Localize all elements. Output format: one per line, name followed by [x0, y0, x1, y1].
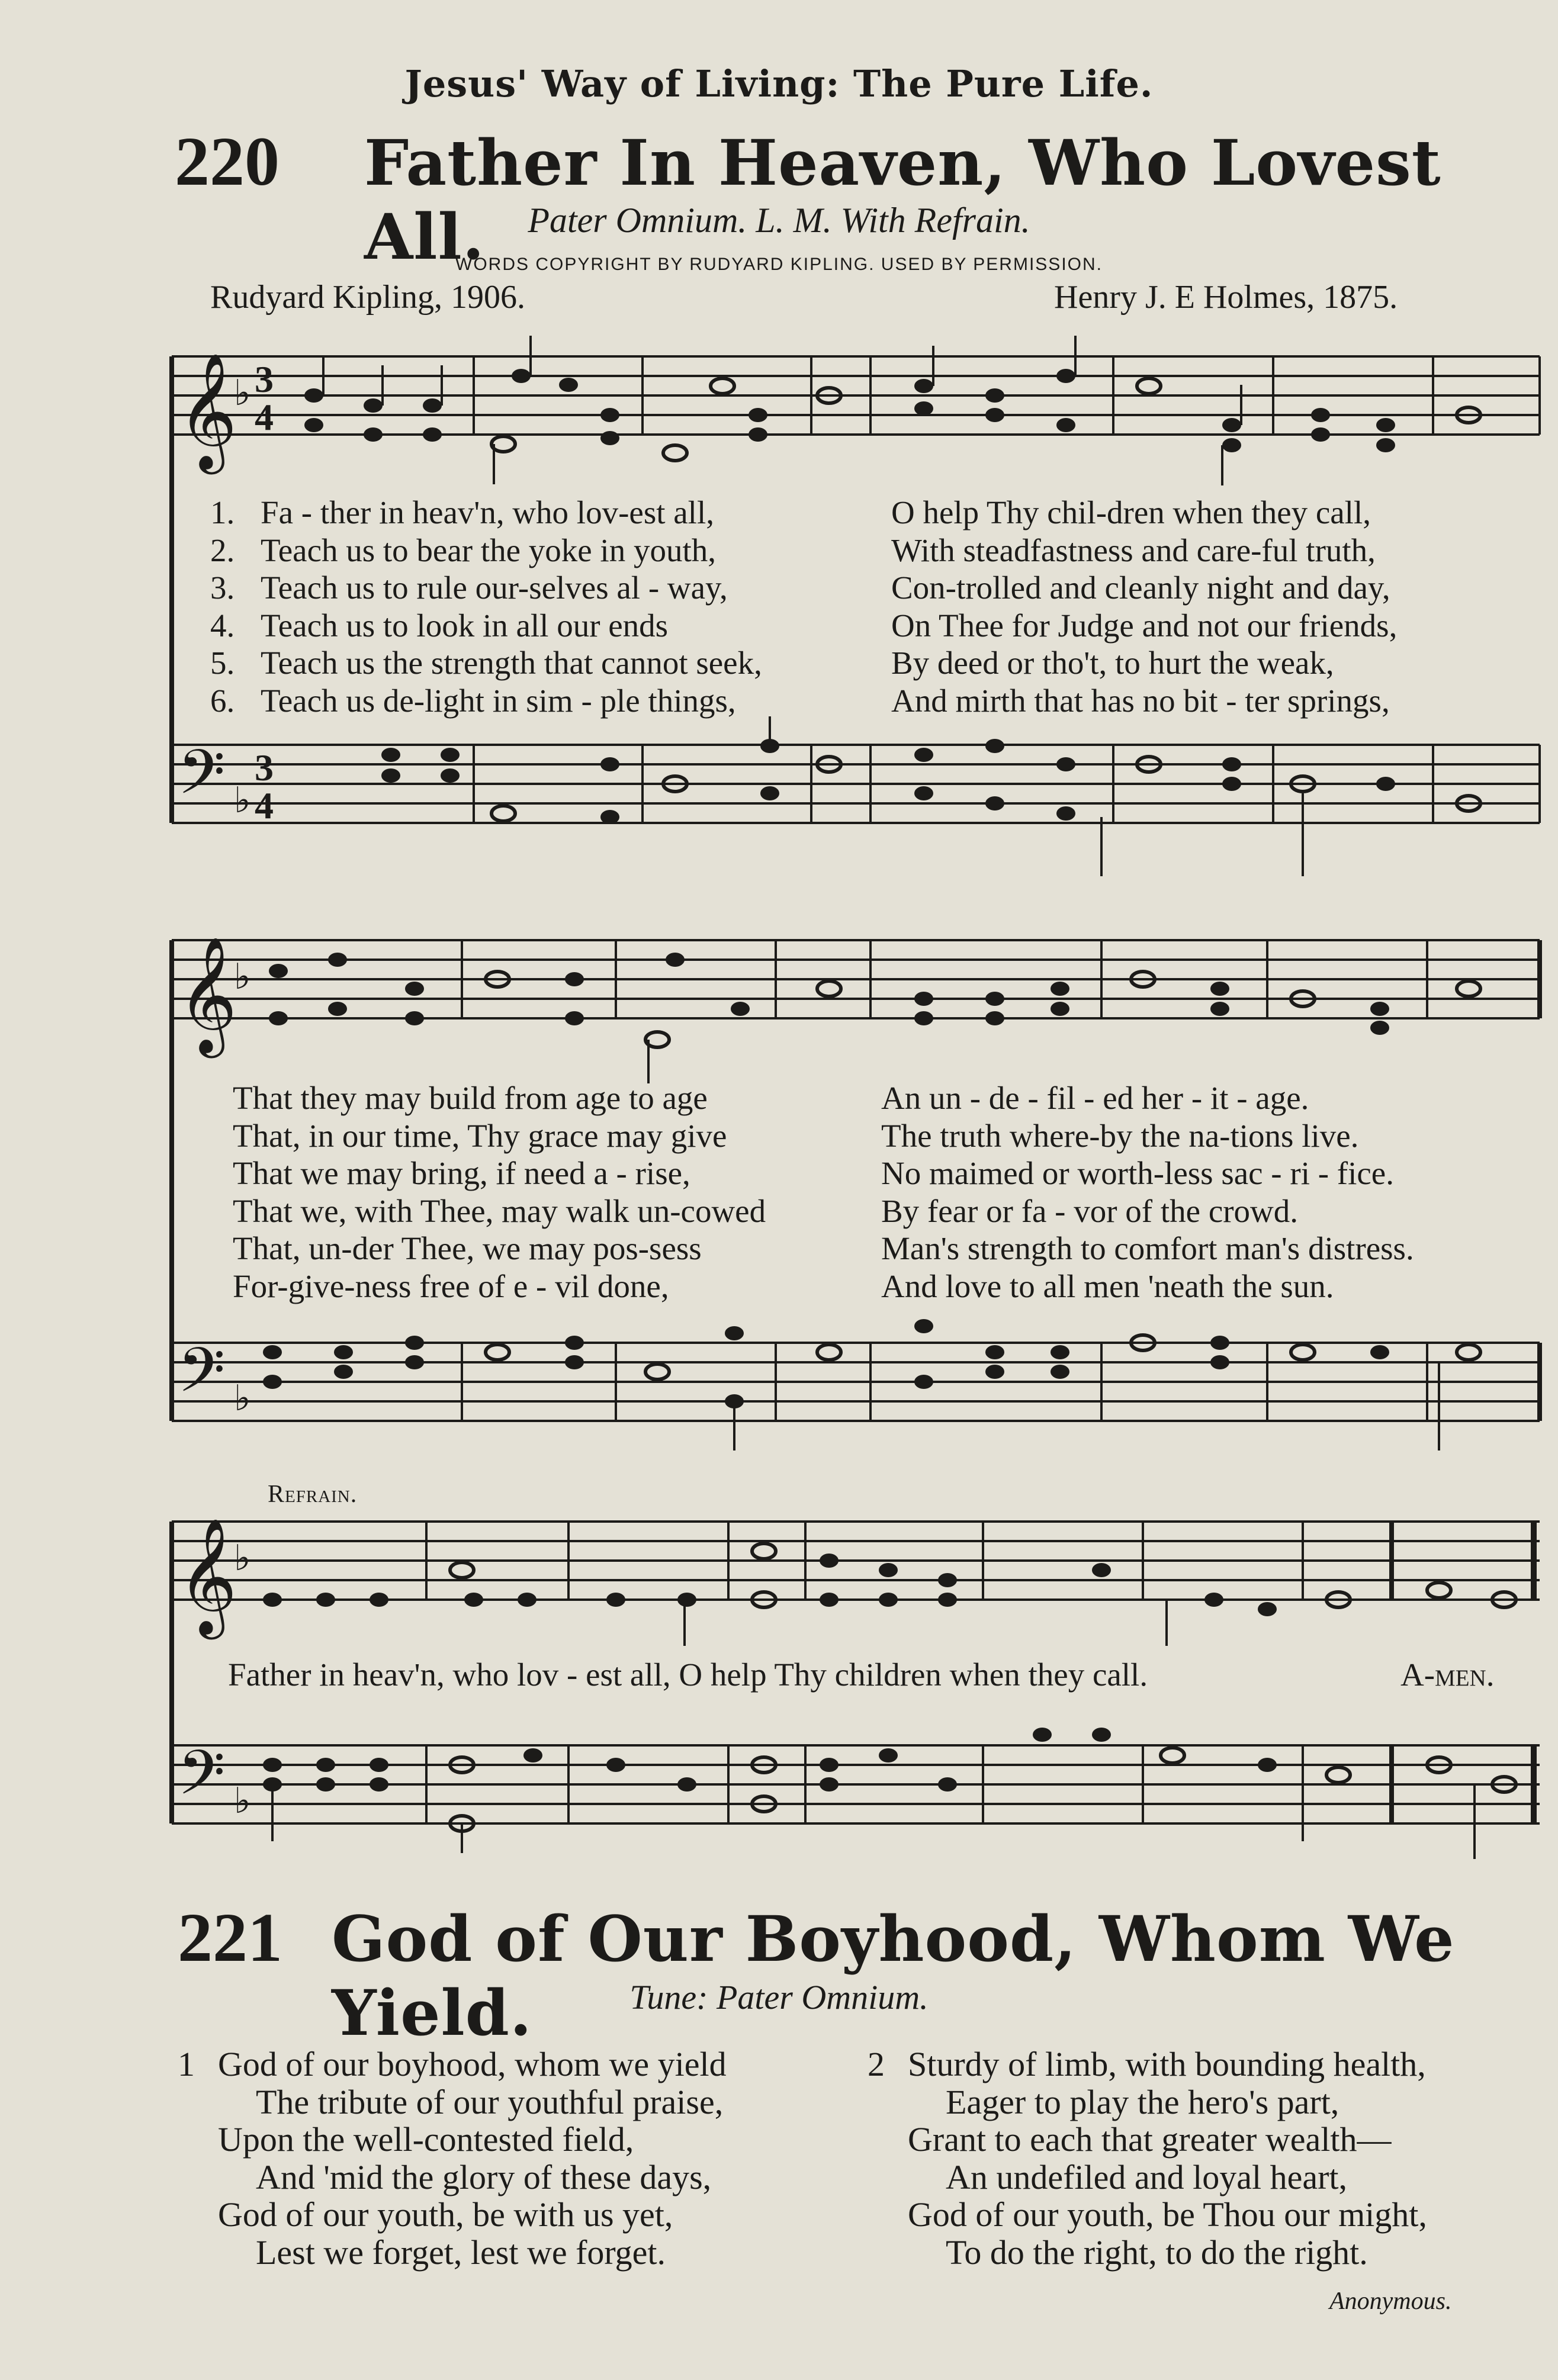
stanza-number: 1 [178, 2045, 195, 2083]
hymn-221-title: God of Our Boyhood, Whom We Yield. [332, 1902, 1455, 2050]
stanza-number: 2 [868, 2045, 885, 2083]
svg-text:♭: ♭ [234, 1780, 251, 1822]
verse-1-line-1: 1. Fa - ther in heav'n, who lov-est all, O help Thy chil-dren when they call, [210, 494, 1371, 530]
bass-clef-icon: 𝄢 [178, 1738, 226, 1823]
svg-text:♭: ♭ [234, 1378, 251, 1419]
music-credit: Henry J. E Holmes, 1875. [1054, 279, 1398, 316]
verse-2-line-1: 2. Teach us to bear the yoke in youth, With steadfastness and care-ful truth, [210, 532, 1376, 568]
svg-text:♭: ♭ [234, 956, 251, 998]
copyright-notice: WORDS COPYRIGHT BY RUDYARD KIPLING. USED BY PERMISSION. [455, 255, 1103, 274]
hymn-220-number: 220 [175, 123, 280, 200]
amen-text: A-men. [1400, 1657, 1495, 1693]
verse-3-line-2: That we may bring, if need a - rise, No maimed or worth-less sac - ri - fice. [233, 1155, 1394, 1191]
hymn-221-number: 221 [178, 1899, 282, 1976]
hymn-221-tune: Tune: Pater Omnium. [629, 1978, 929, 2016]
svg-text:3: 3 [255, 358, 274, 400]
svg-text:4: 4 [255, 396, 274, 438]
refrain-lyrics: Father in heav'n, who lov - est all, O help Thy children when they call. [228, 1657, 1148, 1693]
treble-clef-icon: 𝄞 [178, 936, 237, 1053]
stanza-2: 2 Sturdy of limb, with bounding health, Eager to play the hero's part, Grant to each that greater wealth— An undefiled and loyal heart, God of our youth, be Thou our might, To do the right, to do the right. [868, 2045, 1427, 2272]
hymn-220-tune-line: Pater Omnium. L. M. With Refrain. [528, 201, 1030, 240]
verse-4-line-2: That we, with Thee, may walk un-cowed By fear or fa - vor of the crowd. [233, 1192, 1299, 1229]
verse-1-line-2: That they may build from age to age An un - de - fil - ed her - it - age. [233, 1080, 1309, 1116]
verses-part-1 [210, 494, 1543, 719]
stanza-1: 1 God of our boyhood, whom we yield The tribute of our youthful praise, Upon the well-contested field, And 'mid the glory of these days, God of our youth, be with us yet, Lest we forget, lest we forget. [178, 2045, 727, 2272]
author-credit: Anonymous. [1329, 2288, 1452, 2315]
system-2-bass-staff [172, 1343, 1540, 1421]
section-heading: Jesus' Way of Living: The Pure Life. [404, 62, 1154, 105]
svg-text:♭: ♭ [234, 1538, 251, 1579]
verse-5-line-1: 5. Teach us the strength that cannot seek, By deed or tho't, to hurt the weak, [210, 645, 1334, 681]
verse-6-line-1: 6. Teach us de-light in sim - ple things, And mirth that has no bit - ter springs, [210, 682, 1390, 719]
words-credit: Rudyard Kipling, 1906. [210, 279, 525, 316]
treble-clef-icon: 𝄞 [178, 352, 237, 469]
verse-5-line-2: That, un-der Thee, we may pos-sess Man's strength to comfort man's distress. [233, 1230, 1414, 1266]
hymn-220-title: Father In Heaven, Who Lovest All. [364, 126, 1441, 274]
svg-text:3: 3 [255, 747, 274, 789]
system-2-treble-staff [172, 940, 1540, 1018]
refrain-label: Refrain. [268, 1481, 358, 1508]
verse-4-line-1: 4. Teach us to look in all our ends On Thee for Judge and not our friends, [210, 607, 1398, 644]
treble-clef-icon: 𝄞 [178, 1517, 237, 1635]
svg-text:4: 4 [255, 784, 274, 826]
verses-part-2 [233, 1079, 1541, 1305]
verse-2-line-2: That, in our time, Thy grace may give The truth where-by the na-tions live. [233, 1117, 1359, 1154]
system-3-treble-staff [172, 1522, 1540, 1600]
svg-text:♭: ♭ [234, 780, 251, 821]
verse-6-line-2: For-give-ness free of e - vil done, And love to all men 'neath the sun. [233, 1268, 1334, 1304]
bass-clef-icon: 𝄢 [178, 1335, 226, 1421]
bass-clef-icon: 𝄢 [178, 737, 226, 823]
verse-3-line-1: 3. Teach us to rule our-selves al - way, Con-trolled and cleanly night and day, [210, 570, 1390, 606]
system-1-bass-staff [172, 745, 1540, 823]
system-1-treble-staff [172, 356, 1540, 435]
svg-text:♭: ♭ [234, 372, 251, 414]
